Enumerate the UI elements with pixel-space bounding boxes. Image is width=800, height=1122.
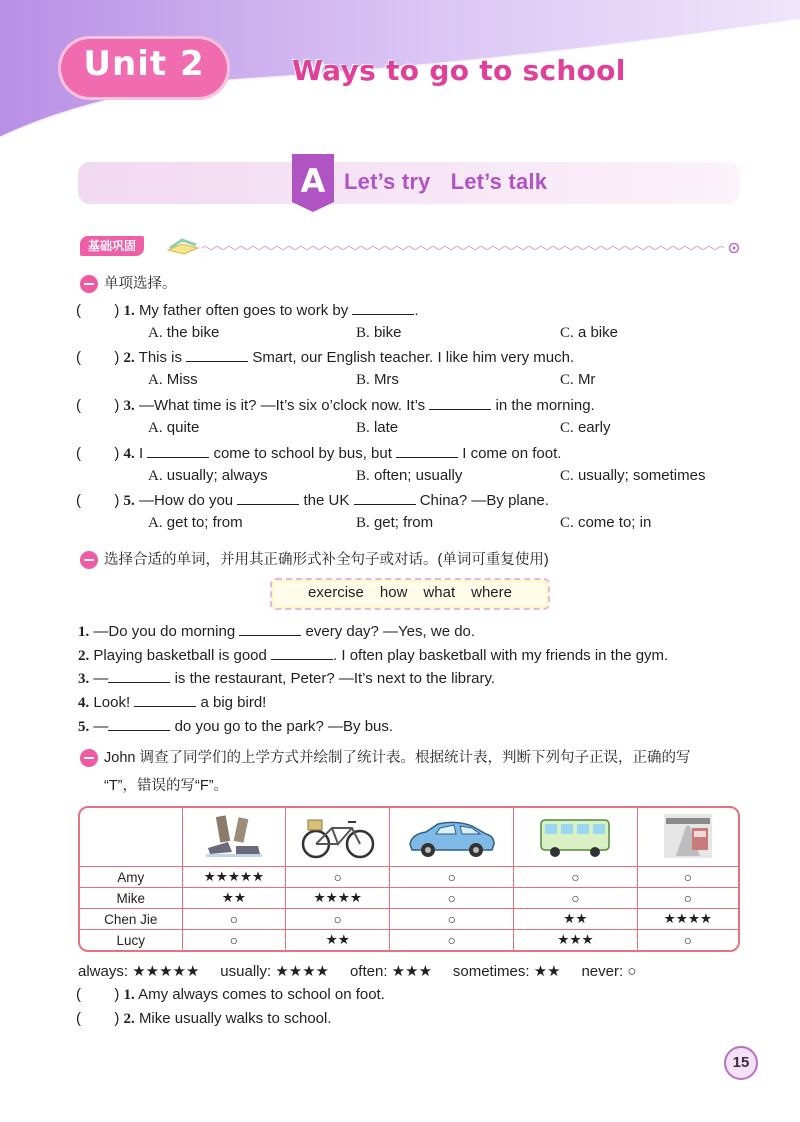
bike-icon [286, 808, 390, 867]
student-name: Chen Jie [80, 909, 183, 930]
option-a[interactable]: A. Miss [148, 371, 198, 388]
question-number: 2. [123, 350, 135, 366]
question-text: the UK [303, 492, 350, 509]
table-row [80, 930, 738, 950]
rating-cell: ★★ [286, 930, 390, 950]
word-bank-item: exercise [308, 584, 364, 601]
section-title [344, 169, 567, 195]
question-text: This is [138, 349, 183, 366]
rating-cell: ○ [514, 867, 638, 888]
question-number: 4. [123, 446, 135, 462]
rating-cell: ○ [638, 867, 738, 888]
question-text: come to school by bus, but [213, 445, 392, 462]
option-b[interactable]: B. late [356, 419, 399, 436]
answer-blank[interactable] [271, 645, 333, 660]
fill-sentence-4: 4. Look! a big bird! [78, 694, 267, 711]
rating-cell: ○ [183, 930, 287, 950]
question-5 [76, 490, 549, 510]
rating-cell: ★★ [514, 909, 638, 930]
question-number: 1. [123, 303, 135, 319]
question-number: 5. [123, 493, 135, 509]
answer-blank[interactable] [237, 490, 299, 505]
table-row [80, 867, 738, 888]
student-name: Amy [80, 867, 183, 888]
unit-title: Ways to go to school [292, 54, 626, 87]
answer-paren[interactable]: ( ) [76, 492, 120, 509]
option-a[interactable]: A. the bike [148, 324, 220, 341]
table-corner-cell [80, 808, 183, 867]
part3-heading [80, 746, 750, 767]
rating-cell: ○ [183, 909, 287, 930]
answer-blank[interactable] [354, 490, 416, 505]
answer-paren[interactable]: ( ) [76, 445, 120, 462]
student-name: Mike [80, 888, 183, 909]
answer-paren[interactable]: ( ) [76, 986, 120, 1003]
word-bank [270, 584, 550, 601]
table-header-row [80, 808, 738, 867]
rating-cell: ○ [514, 888, 638, 909]
table-row [80, 888, 738, 909]
part1-title: 单项选择。 [104, 276, 177, 292]
rating-cell: ○ [286, 909, 390, 930]
section-letter: A [300, 162, 326, 200]
rating-cell: ★★ [183, 888, 287, 909]
question-text: Smart, our English teacher. I like him very much. [252, 349, 575, 366]
rating-cell: ○ [286, 867, 390, 888]
word-bank-item: how [379, 584, 408, 601]
question-text: China? —By plane. [419, 492, 549, 509]
option-c[interactable]: C. come to; in [560, 514, 652, 531]
answer-paren[interactable]: ( ) [76, 302, 120, 319]
subway-icon [638, 808, 738, 867]
question-text: My father often goes to work by [138, 302, 349, 319]
rating-cell: ○ [390, 867, 514, 888]
answer-blank[interactable] [134, 692, 196, 707]
divider-end-icon [728, 242, 740, 254]
rating-cell: ★★★ [514, 930, 638, 950]
answer-blank[interactable] [147, 443, 209, 458]
answer-blank[interactable] [239, 621, 301, 636]
part2-heading [80, 548, 549, 569]
question-text: I [138, 445, 144, 462]
fill-sentence-1: 1. —Do you do morning every day? —Yes, we do. [78, 623, 476, 640]
rating-cell: ○ [390, 930, 514, 950]
fill-sentence-3: 3. — is the restaurant, Peter? —It’s next to the library. [78, 670, 496, 687]
question-text: —What time is it? —It’s six o’clock now. It’s [138, 397, 426, 414]
part3-title-line2: “T”，错误的写“F”。 [104, 778, 229, 794]
statement-1: ( ) 1. Amy always comes to school on foot. [76, 986, 385, 1003]
question-number: 3. [123, 398, 135, 414]
rating-cell: ★★★★ [638, 909, 738, 930]
answer-blank[interactable] [352, 300, 414, 315]
answer-paren[interactable]: ( ) [76, 349, 120, 366]
question-3 [76, 395, 595, 415]
option-b[interactable]: B. often; usually [356, 467, 463, 484]
answer-blank[interactable] [396, 443, 458, 458]
rating-legend: always: ★★★★★ usually: ★★★★ often: ★★★ sometimes: ★★ never: ○ [78, 963, 637, 980]
question-text: in the morning. [495, 397, 595, 414]
part2-title: 选择合适的单词，并用其正确形式补全句子或对话。(单词可重复使用) [104, 552, 549, 568]
section-letter-badge [290, 152, 336, 214]
answer-blank[interactable] [108, 716, 170, 731]
part-number-icon [80, 749, 98, 767]
part-number-icon [80, 551, 98, 569]
survey-table [78, 806, 740, 952]
question-text: . [414, 302, 419, 319]
option-b[interactable]: B. Mrs [356, 371, 399, 388]
word-bank-item: what [423, 584, 456, 601]
bus-icon [514, 808, 638, 867]
rating-cell: ○ [683, 932, 692, 948]
option-a[interactable]: A. quite [148, 419, 200, 436]
option-c[interactable]: C. a bike [560, 324, 618, 341]
part1-heading [80, 272, 177, 293]
question-4 [76, 443, 561, 463]
word-bank-item: where [471, 584, 512, 601]
fill-sentence-5: 5. — do you go to the park? —By bus. [78, 718, 394, 735]
page-number: 15 [724, 1046, 758, 1080]
rating-cell: ★★★★ [286, 888, 390, 909]
divider-wave [202, 245, 728, 251]
option-c[interactable]: C. usually; sometimes [560, 467, 706, 484]
practice-tag: 基础巩固 [80, 236, 144, 256]
student-name: Lucy [80, 930, 183, 950]
part3-title-line1: John 调查了同学们的上学方式并绘制了统计表。根据统计表，判断下列句子正误，正确的写 [104, 750, 691, 766]
walk-icon [183, 808, 287, 867]
option-a[interactable]: A. usually; always [148, 467, 268, 484]
unit-label: Unit 2 [83, 44, 205, 84]
question-text: —How do you [138, 492, 234, 509]
answer-blank[interactable] [108, 668, 170, 683]
option-a[interactable]: A. get to; from [148, 514, 243, 531]
car-icon [390, 808, 514, 867]
rating-cell: ★★★★★ [183, 867, 287, 888]
rating-cell: ○ [638, 888, 738, 909]
answer-paren[interactable]: ( ) [76, 397, 120, 414]
option-b[interactable]: B. get; from [356, 514, 434, 531]
question-2 [76, 347, 574, 367]
question-text: I come on foot. [462, 445, 562, 462]
rating-cell: ○ [390, 888, 514, 909]
option-c[interactable]: C. early [560, 419, 611, 436]
book-icon [166, 236, 200, 256]
answer-paren[interactable]: ( ) [76, 1010, 120, 1027]
option-b[interactable]: B. bike [356, 324, 402, 341]
statement-2: ( ) 2. Mike usually walks to school. [76, 1010, 332, 1027]
table-row [80, 909, 738, 930]
part-number-icon [80, 275, 98, 293]
section-part-talk: Let’s talk [450, 169, 548, 194]
question-1 [76, 300, 419, 320]
answer-blank[interactable] [186, 347, 248, 362]
option-c[interactable]: C. Mr [560, 371, 596, 388]
answer-blank[interactable] [429, 395, 491, 410]
section-part-try: Let’s try [344, 169, 431, 194]
rating-cell: ○ [390, 909, 514, 930]
fill-sentence-2: 2. Playing basketball is good . I often play basketball with my friends in the gym. [78, 647, 669, 664]
